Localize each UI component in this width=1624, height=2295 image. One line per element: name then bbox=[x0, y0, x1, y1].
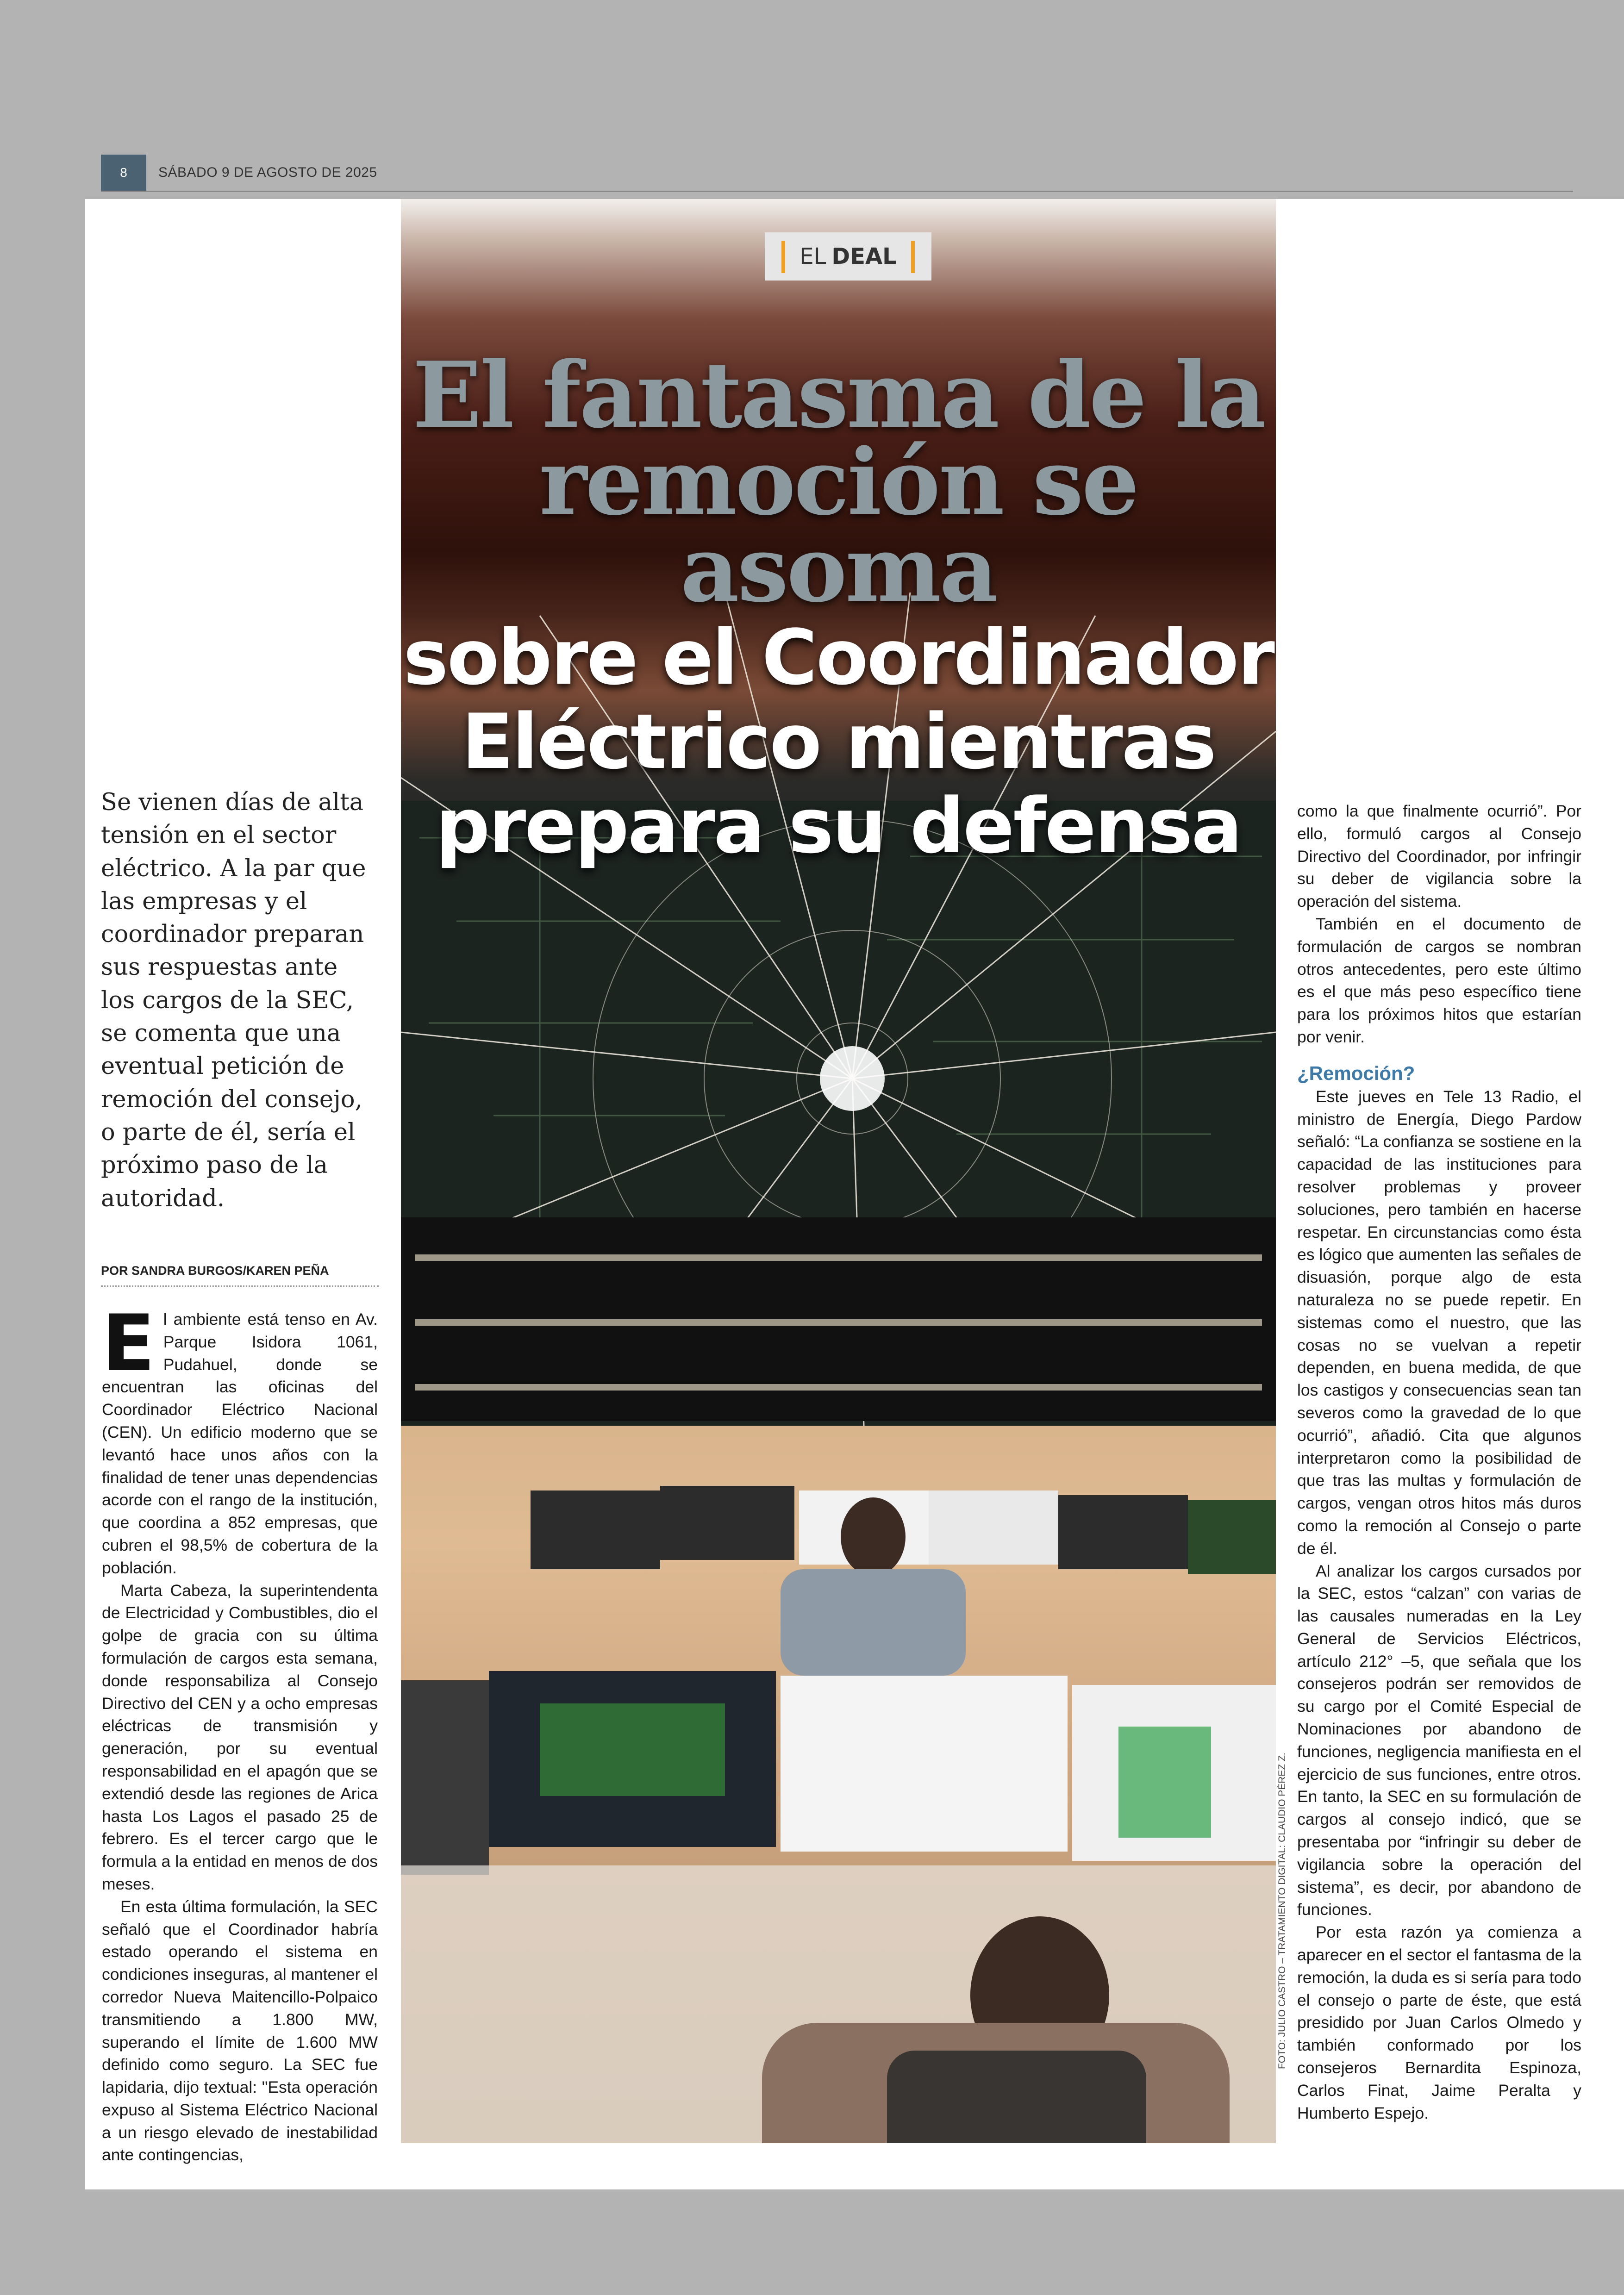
lead-paragraph: Se vienen días de alta tensión en el sector eléctrico. A la par que las empresas y el coordinador preparan sus respuestas ante los cargos de la SEC, se comenta que una eventual petición de remoción del consejo, o parte de él, sería el próximo paso de la autoridad. bbox=[101, 789, 366, 1212]
subheading: ¿Remoción? bbox=[1297, 1062, 1415, 1084]
headline-line-5: prepara su defensa bbox=[436, 782, 1241, 870]
byline: POR SANDRA BURGOS/KAREN PEÑA bbox=[101, 1264, 379, 1287]
body-paragraph: También en el documento de formulación de cargos se nombran otros antecedentes, pero este último es el que más peso específico tiene para los próximos hitos que estarían por venir. bbox=[1297, 914, 1581, 1046]
headline-line-1: El fantasma de la bbox=[412, 342, 1264, 449]
photo-credit: FOTO: JULIO CASTRO – TRATAMIENTO DIGITAL: CLAUDIO PÉREZ Z. bbox=[1277, 1752, 1287, 2069]
headline-line-2: remoción se asoma bbox=[539, 429, 1138, 623]
impact-point bbox=[820, 1046, 885, 1111]
section-tag bbox=[765, 232, 931, 281]
body-paragraph: Por esta razón ya comienza a aparecer en el sector el fantasma de la remoción, la duda es si sería para todo el consejo o parte de éste, que está presidido por Juan Carlos Olmedo y también conformado por los consejeros Bernardita Espinoza, Carlos Finat, Jaime Peralta y Humberto Espejo. bbox=[1297, 1923, 1581, 2122]
article-column-left bbox=[102, 1298, 378, 2166]
headline-line-4: Eléctrico mientras bbox=[462, 698, 1215, 786]
tag-accent-right bbox=[911, 241, 915, 273]
body-paragraph: En esta última formulación, la SEC señaló que el Coordinador habría estado operando el sistema en condiciones inseguras, al mantener el corredor Nueva Maitencillo-Polpaico transmitiendo a 1.800 MW, superando el límite de 1.600 MW definido como seguro. La SEC fue lapidaria, dijo textual: "Esta operación expuso al Sistema Eléctrico Nacional a un riesgo elevado de inestabilidad ante contingencias, bbox=[102, 1897, 378, 2164]
article-column-right bbox=[1297, 800, 1581, 2124]
monitor-row-front bbox=[401, 1671, 1276, 1875]
body-paragraph: El ambiente está tenso en Av. Parque Isidora 1061, Pudahuel, donde se encuentran las oficinas del Coordinador Eléctrico Nacional (CEN). Un edificio moderno que se levantó hace unos años con la finalidad de tener unas dependencias acorde con el rango de la institución, que coordina a 852 empresas, que cubren el 98,5% de cobertura de la población. bbox=[102, 1298, 378, 1577]
body-paragraph: Este jueves en Tele 13 Radio, el ministro de Energía, Diego Pardow señaló: “La confianza se sostiene en la capacidad de las instituciones para resolver problemas y proveer soluciones, pero también en hacerse respetar. En circunstancias como ésta es lógico que aumenten las señales de disuasión, porque algo de esta naturaleza no se puede repetir. En sistemas como el nuestro, que las cosas no se vuelvan a repetir dependen, en buena medida, de que los castigos y consecuencias sean tan severos como la gravedad de lo que ocurrió”, añadió. Cita que algunos interpretaron como la posibilidad de que tras las multas y formulación de cargos, vengan otros hitos más duros como la remoción al Consejo o parte de él. bbox=[1297, 1087, 1581, 1558]
page-number: 8 bbox=[101, 155, 146, 191]
drop-cap: E bbox=[102, 1298, 155, 1389]
issue-date: SÁBADO 9 DE AGOSTO DE 2025 bbox=[158, 165, 377, 180]
body-paragraph: como la que finalmente ocurrió”. Por ello, formuló cargos al Consejo Directivo del Coordinador, por infringir su deber de vigilancia sobre la operación del sistema. bbox=[1297, 802, 1581, 911]
body-paragraph: Marta Cabeza, la superintendenta de Electricidad y Combustibles, dio el golpe de gracia con su última formulación de cargos esta semana, donde responsabiliza al Consejo Directivo del CEN y a ocho empresas eléctricas de transmisión y generación, por su eventual responsabilidad en el apagón que se extendió desde las regiones de Arica hasta Los Lagos el pasado 25 de febrero. Es el tercer cargo que le formula a la entidad en menos de dos meses. bbox=[102, 1581, 378, 1893]
feature-photo bbox=[401, 199, 1276, 2143]
tag-accent-left bbox=[781, 241, 785, 273]
headline-line-3: sobre el Coordinador bbox=[403, 613, 1274, 702]
newspaper-page bbox=[85, 199, 1624, 2189]
section-name: DEAL bbox=[831, 243, 897, 269]
section-prefix: EL bbox=[800, 243, 826, 269]
headline bbox=[401, 342, 1276, 870]
page-header bbox=[101, 155, 1573, 192]
header-rule bbox=[101, 191, 1573, 192]
body-paragraph: Al analizar los cargos cursados por la SEC, estos “calzan” con varias de las causales numeradas en la Ley General de Servicios Eléctricos, artículo 212° –5, que señala que los consejeros podrán ser removidos de su cargo por el Comité Especial de Nominaciones por abandono de funciones, negligencia manifiesta en el ejercicio de sus funciones, entre otros. En tanto, la SEC en su formulación de cargos al consejo indicó, que se presentaba por “infringir su deber de vigilancia sobre la operación del sistema”, es decir, por abandono de funciones. bbox=[1297, 1561, 1581, 1919]
